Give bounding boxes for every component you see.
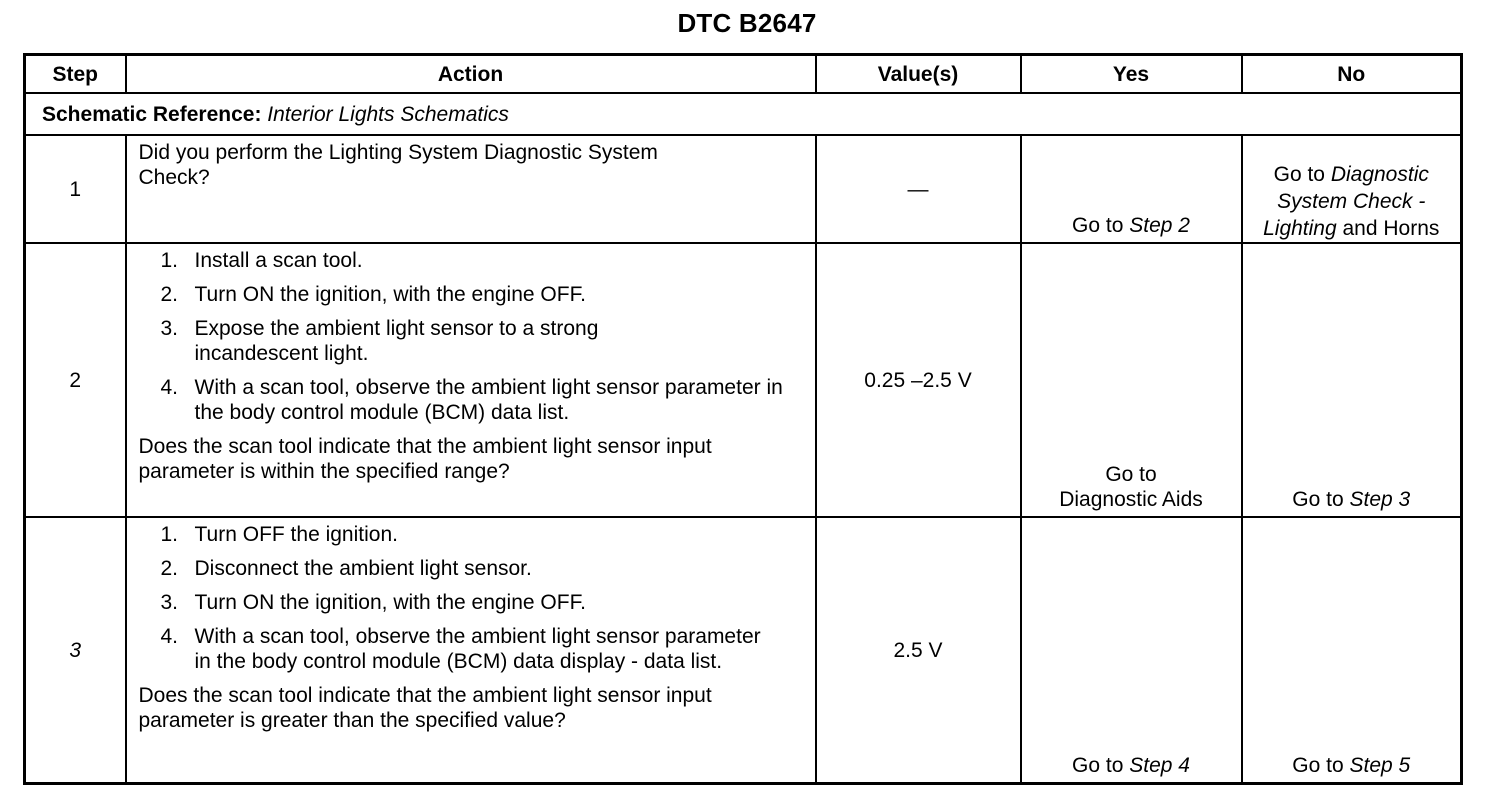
no-cell (1242, 135, 1462, 243)
step-number: 3 (25, 517, 126, 784)
table-row (25, 135, 1462, 243)
list-item: 2. Turn ON the ignition, with the engine OFF. (160, 283, 586, 306)
list-item: 3. Turn ON the ignition, with the engine OFF. (160, 591, 586, 614)
value-cell: — (816, 135, 1021, 243)
header-row (25, 55, 1462, 94)
list-item: 4. With a scan tool, observe the ambient light sensor parameter in the body control module (BCM) data list. (160, 376, 783, 424)
yes-prefix: Go to (1105, 463, 1157, 486)
schematic-row (25, 93, 1462, 135)
no-prefix: Go to (1273, 163, 1331, 186)
no-link[interactable]: Step 3 (1349, 488, 1411, 511)
action-question: Did you perform the Lighting System Diagnostic System Check? (138, 141, 658, 189)
value-cell: 2.5 V (816, 517, 1021, 784)
action-question: Does the scan tool indicate that the ambient light sensor input parameter is greater than the specified value? (138, 684, 712, 732)
schematic-link[interactable]: Interior Lights Schematics (267, 102, 509, 126)
yes-cell (1021, 135, 1242, 243)
yes-prefix: Go to (1072, 214, 1130, 237)
no-suffix: and Horns (1336, 217, 1440, 240)
yes-cell (1021, 243, 1242, 517)
diagnostic-table (23, 53, 1463, 785)
yes-link[interactable]: Diagnostic Aids (1059, 488, 1203, 511)
value-cell: 0.25 –2.5 V (816, 243, 1021, 517)
list-item: 3. Expose the ambient light sensor to a strong incandescent light. (160, 317, 599, 365)
step-number: 2 (25, 243, 126, 517)
yes-prefix: Go to (1072, 754, 1130, 777)
header-yes: Yes (1021, 55, 1242, 94)
action-cell (126, 135, 816, 243)
header-values: Value(s) (816, 55, 1021, 94)
no-cell (1242, 517, 1462, 784)
no-link[interactable]: Diagnostic System Check - Lighting (1263, 163, 1429, 240)
list-item: 4. With a scan tool, observe the ambient light sensor parameter in the body control module (BCM) data display - data list. (160, 625, 761, 673)
table-row (25, 517, 1462, 784)
action-steps (139, 248, 805, 425)
table-row (25, 243, 1462, 517)
header-no: No (1242, 55, 1462, 94)
header-action: Action (126, 55, 816, 94)
action-steps (139, 522, 805, 674)
schematic-label: Schematic Reference: (42, 102, 262, 126)
action-question: Does the scan tool indicate that the ambient light sensor input parameter is within the specified range? (138, 435, 712, 483)
yes-link[interactable]: Step 2 (1129, 214, 1190, 237)
no-prefix: Go to (1292, 754, 1350, 777)
action-cell (126, 517, 816, 784)
list-item: 1. Turn OFF the ignition. (160, 523, 398, 546)
header-step: Step (25, 55, 126, 94)
list-item: 1. Install a scan tool. (160, 249, 363, 272)
yes-cell (1021, 517, 1242, 784)
schematic-reference (25, 93, 1462, 135)
document-title: DTC B2647 (677, 8, 817, 38)
list-item: 2. Disconnect the ambient light sensor. (160, 557, 532, 580)
no-cell (1242, 243, 1462, 517)
step-number: 1 (25, 135, 126, 243)
no-prefix: Go to (1292, 488, 1350, 511)
action-cell (126, 243, 816, 517)
no-link[interactable]: Step 5 (1349, 754, 1411, 777)
yes-link[interactable]: Step 4 (1129, 754, 1190, 777)
